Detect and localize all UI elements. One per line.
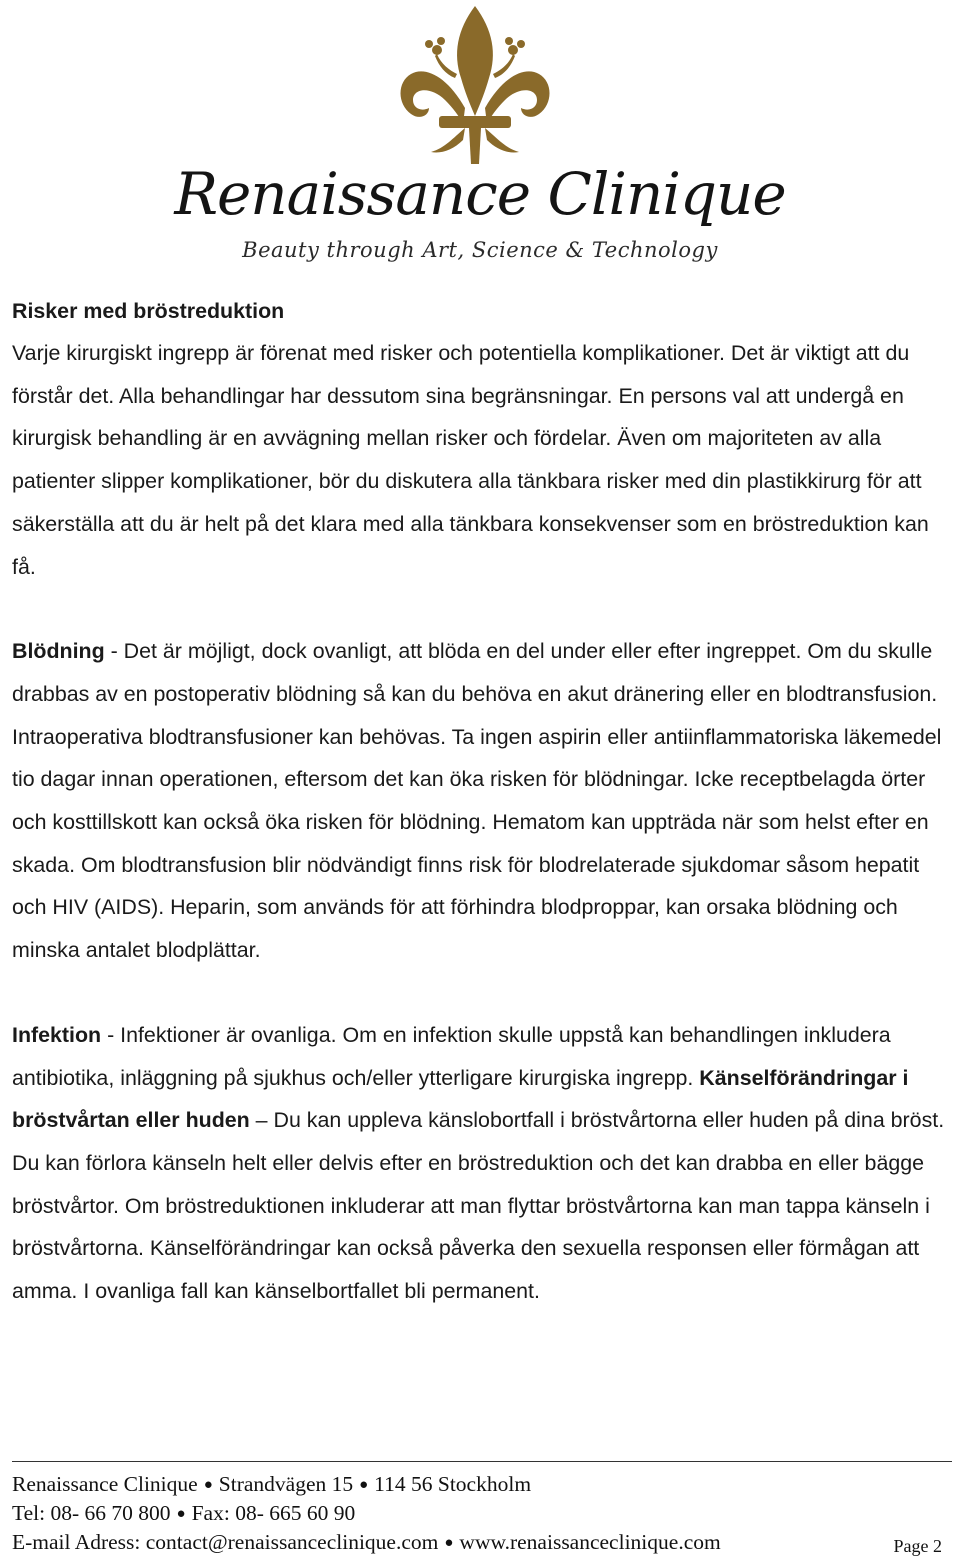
clinic-logo-name: Renaissance Clinique — [174, 160, 786, 228]
footer-clinic: Renaissance Clinique — [12, 1472, 198, 1496]
footer-address-row — [12, 1470, 952, 1499]
infection-paragraph — [12, 1014, 948, 1313]
sensation-term: Känselförändringar i bröstvårtan eller huden — [12, 1065, 909, 1133]
infection-term: Infektion — [12, 1022, 102, 1047]
footer-tel: Tel: 08- 66 70 800 — [12, 1501, 171, 1525]
intro-paragraph: Varje kirurgiskt ingrepp är förenat med risker och potentiella komplikationer. Det är viktigt att du förstår det. Alla behandlingar har dessutom sina begränsningar. En persons val att undergå en kirurgisk behandling är en avvägning mellan risker och fördelar. Även om majoriteten av alla patienter slipper komplikationer, bör du diskutera alla tänkbara risker med din plastikkirurg för att säkerställa att du är helt på det klara med alla tänkbara konsekvenser som en bröstreduktion kan få. — [12, 341, 929, 579]
footer-postal: 114 56 Stockholm — [374, 1472, 532, 1496]
bleeding-paragraph — [12, 630, 948, 972]
footer-contact-row — [12, 1528, 952, 1557]
footer-phone-row — [12, 1499, 952, 1528]
section-heading: Risker med bröstreduktion — [12, 299, 285, 323]
bullet-icon: ● — [444, 1535, 454, 1551]
footer-email[interactable]: E-mail Adress: contact@renaissanceclinique.com — [12, 1530, 439, 1554]
page-number: Page 2 — [893, 1536, 942, 1556]
footer-divider — [12, 1461, 952, 1462]
clinic-logo-tagline: Beauty through Art, Science & Technology — [242, 238, 718, 262]
bleeding-term: Blödning — [12, 639, 105, 664]
footer-website[interactable]: www.renaissanceclinique.com — [459, 1530, 721, 1554]
clinic-logo — [0, 0, 960, 280]
bullet-icon: ● — [176, 1506, 186, 1522]
document-body — [12, 294, 948, 1313]
page-footer — [12, 1470, 952, 1557]
sensation-text: – Du kan uppleva känslobortfall i bröstvårtorna eller huden på dina bröst. Du kan förlora känseln helt eller delvis efter en bröstreduktion och det kan drabba en eller bägge bröstvårtor. Om bröstreduktionen inkluderar att man flyttar bröstvårtorna kan man tappa känseln i bröstvårtorna. Känselförändringar kan också påverka den sexuella responsen eller förmågan att amma. I ovanliga fall kan känselbortfallet bli permanent. — [12, 1108, 945, 1304]
bleeding-text: - Det är möjligt, dock ovanligt, att blöda en del under eller efter ingreppet. Om du skulle drabbas av en postoperativ blödning så kan du behöva en akut dränering eller en blodtransfusion. Intraoperativa blodtransfusioner kan behövas. Ta ingen aspirin eller antiinflammatoriska läkemedel tio dagar innan operationen, eftersom det kan öka risken för blödningar. Icke receptbelagda örter och kosttillskott kan också öka risken för blödning. Hematom kan uppträda när som helst efter en skada. Om blodtransfusion blir nödvändigt finns risk för blodrelaterade sjukdomar såsom hepatit och HIV (AIDS). Heparin, som används för att förhindra blodproppar, kan orsaka blödning och minska antalet blodplättar. — [12, 639, 942, 963]
footer-street: Strandvägen 15 — [218, 1472, 354, 1496]
footer-fax: Fax: 08- 665 60 90 — [191, 1501, 356, 1525]
infection-text: - Infektioner är ovanliga. Om en infektion skulle uppstå kan behandlingen inkludera antibiotika, inläggning på sjukhus och/eller ytterligare kirurgiska ingrepp. — [12, 1022, 891, 1090]
bullet-icon: ● — [203, 1477, 213, 1493]
bullet-icon: ● — [359, 1477, 369, 1493]
fleur-de-lis-icon — [395, 4, 555, 168]
